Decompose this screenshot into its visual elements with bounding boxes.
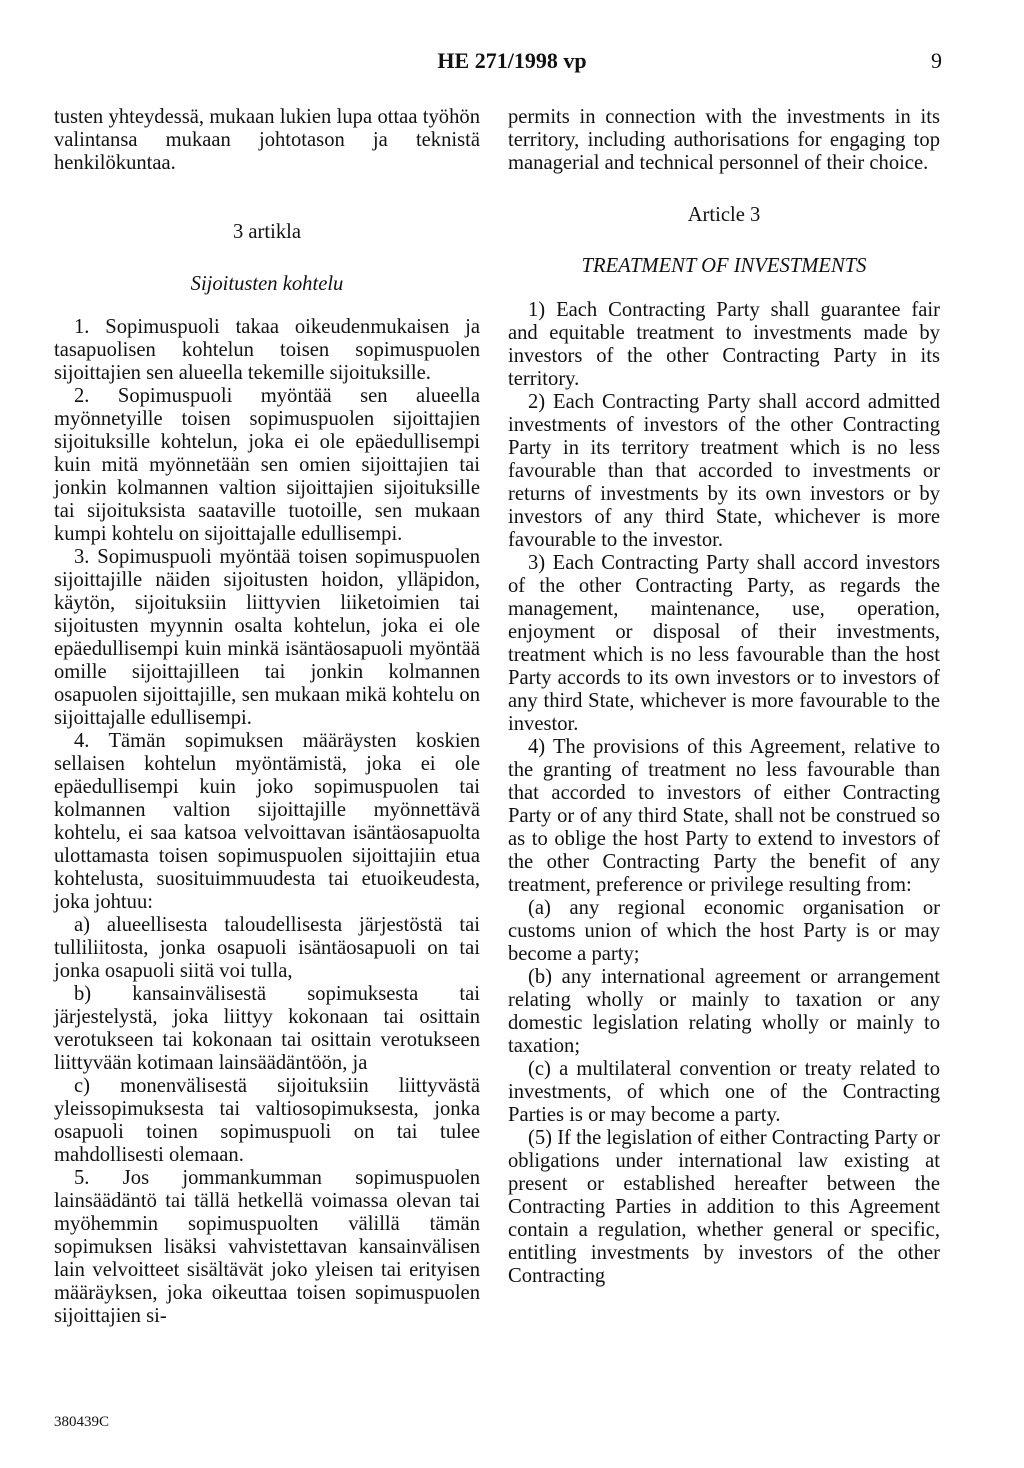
finnish-paragraph-3: 3. Sopimuspuoli myöntää toisen sopimuspuolen sijoittajille näiden sijoitusten hoidon, ylläpidon, käytön, sijoituksiin liittyvien liiketoimien tai sijoitusten myynnin osalta kohtelun, joka ei ole epäedullisempi kuin minkä isäntäosapuoli myöntää omille sijoittajilleen tai jonkin kolmannen osapuolen sijoittajille, sen mukaan mikä kohtelu on sijoittajalle edullisempi. — [54, 546, 480, 729]
english-paragraph-4: 4) The provisions of this Agreement, relative to the granting of treatment no less favourable than that accorded to investors of either Contracting Party or of any third State, shall not be construed so as to oblige the host Party to extend to investors of the other Contracting Party the benefit of any treatment, preference or privilege resulting from: — [508, 736, 940, 896]
english-column — [508, 106, 940, 1288]
english-paragraph-3: 3) Each Contracting Party shall accord investors of the other Contracting Party, as regards the management, maintenance, use, operation, enjoyment or disposal of their investments, treatment which is no less favourable than the host Party accords to its own investors or to investors of any third State, whichever is more favourable to the investor. — [508, 552, 940, 735]
finnish-article-title: Sijoitusten kohtelu — [190, 273, 344, 295]
finnish-paragraph-4: 4. Tämän sopimuksen määräysten koskien sellaisen kohtelun myöntämistä, joka ei ole epäedullisempi kuin joko sopimuspuolen tai kolmannen valtion sijoittajille myönnettävä kohtelu, ei saa katsoa velvoittavan isäntäosapuolta ulottamasta toisen sopimuspuolen sijoittajiin etua kohtelusta, suosituimmuudesta tai etuoikeudesta, joka johtuu: — [54, 730, 480, 913]
finnish-paragraph-4c: c) monenvälisestä sijoituksiin liittyvästä yleissopimuksesta tai valtiosopimuksesta, jonka osapuoli toinen sopimuspuoli on tai tulee mahdollisesti olemaan. — [54, 1075, 480, 1166]
finnish-column — [54, 106, 480, 1328]
finnish-paragraph-4a: a) alueellisesta taloudellisesta järjestöstä tai tulliliitosta, jonka osapuoli isäntäosapuoli on tai jonka osapuoli siitä voi tulla, — [54, 914, 480, 982]
page-header — [0, 48, 1024, 80]
document-id: HE 271/1998 vp — [437, 48, 587, 73]
page-number: 9 — [931, 48, 942, 73]
english-paragraph-1: 1) Each Contracting Party shall guarantee fair and equitable treatment to investments made by investors of the other Contracting Party in its territory. — [508, 299, 940, 390]
finnish-paragraph-5: 5. Jos jommankumman sopimuspuolen lainsäädäntö tai tällä hetkellä voimassa olevan tai myöhemmin sopimuspuolten välillä tämän sopimuksen lisäksi vahvistettavan kansainvälisen lain velvoitteet sisältävät joko yleisen tai erityisen määräyksen, joka oikeuttaa toisen sopimuspuolen sijoittajien si- — [54, 1167, 480, 1327]
finnish-paragraph-1: 1. Sopimuspuoli takaa oikeudenmukaisen ja tasapuolisen kohtelun toisen sopimuspuolen sijoittajien sen alueella tekemille sijoituksille. — [54, 316, 480, 384]
english-article-title: TREATMENT OF INVESTMENTS — [581, 255, 867, 277]
english-paragraph-5: (5) If the legislation of either Contracting Party or obligations under international law existing at present or established hereafter between the Contracting Parties in addition to this Agreement contain a regulation, whether general or specific, entitling investments by investors of the other Contracting — [508, 1127, 940, 1287]
english-paragraph-2: 2) Each Contracting Party shall accord admitted investments of investors of the other Contracting Party in its territory treatment which is no less favourable than that accorded to investments or returns of investments by its own investors or by investors of any third State, whichever is more favourable to the investor. — [508, 391, 940, 551]
finnish-article-label: 3 artikla — [232, 221, 302, 243]
document-code: 380439C — [54, 1414, 110, 1430]
finnish-paragraph-4b: b) kansainvälisestä sopimuksesta tai järjestelystä, joka liittyy kokonaan tai osittain verotukseen tai kokonaan tai osittain verotukseen liittyvään kotimaan lainsäädäntöön, ja — [54, 983, 480, 1074]
english-intro-text: permits in connection with the investments in its territory, including authorisations for engaging top managerial and technical personnel of their choice. — [508, 106, 940, 174]
finnish-paragraph-2: 2. Sopimuspuoli myöntää sen alueella myönnetyille toisen sopimuspuolen sijoittajien sijoituksille kohtelun, joka ei ole epäedullisempi kuin mitä myönnetään sen omien sijoittajien tai jonkin kolmannen valtion sijoittajien sijoituksille tai sijoituksista saataville tuotoille, sen mukaan kumpi kohtelu on sijoittajalle edullisempi. — [54, 385, 480, 545]
finnish-intro-text: tusten yhteydessä, mukaan lukien lupa ottaa työhön valintansa mukaan johtotason ja teknistä henkilökuntaa. — [54, 106, 480, 174]
english-paragraph-4c: (c) a multilateral convention or treaty related to investments, of which one of the Contracting Parties is or may become a party. — [508, 1058, 940, 1126]
english-paragraph-4a: (a) any regional economic organisation or customs union of which the host Party is or may become a party; — [508, 897, 940, 965]
english-article-label: Article 3 — [687, 204, 761, 226]
english-paragraph-4b: (b) any international agreement or arrangement relating wholly or mainly to taxation or any domestic legislation relating wholly or mainly to taxation; — [508, 966, 940, 1057]
